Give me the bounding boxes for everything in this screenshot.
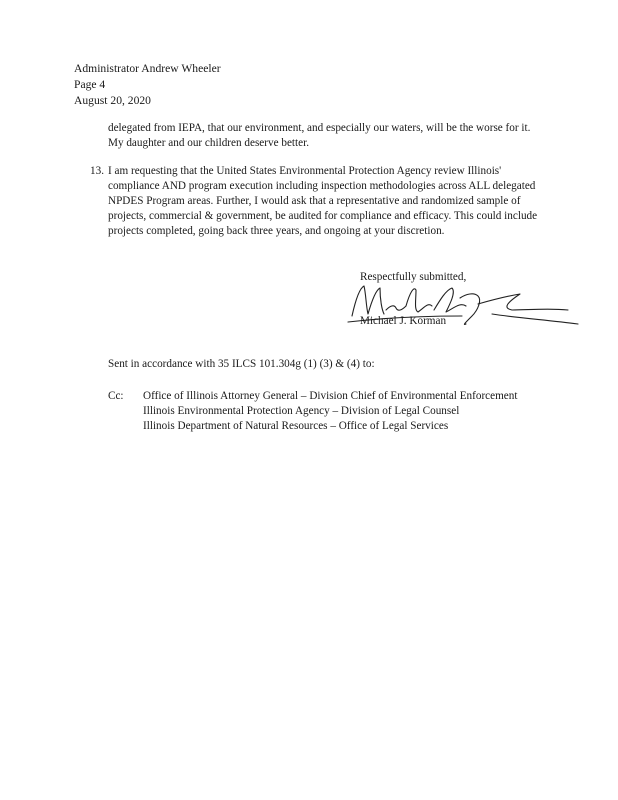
cc-recipient: Illinois Department of Natural Resources – Office of Legal Services [143,420,449,432]
header-page-number: Page 4 [74,78,106,91]
signer-name: Michael J. Korman [360,315,447,327]
cc-recipient-list [143,389,545,434]
item-text: I am requesting that the United States Environmental Protection Agency review Illinois' compliance AND program execution including inspection methodologies across ALL delegated NPDES Program areas. Further, I would ask that a representative and randomized sample of projects, commercial & government, be audited for compliance and efficacy. This could include projects completed, going back three years, and ongoing at your discretion. [108,165,538,237]
closing-line: Respectfully submitted, [360,271,467,283]
cc-recipient: Office of Illinois Attorney General – Division Chief of Environmental Enforcement [143,390,518,402]
sent-in-accordance: Sent in accordance with 35 ILCS 101.304g (1) (3) & (4) to: [108,358,375,370]
cc-label: Cc: [108,390,124,402]
letter-header [74,61,221,109]
header-recipient: Administrator Andrew Wheeler [74,62,221,75]
header-date: August 20, 2020 [74,94,151,107]
numbered-item-13 [90,164,550,239]
continuation-paragraph: delegated from IEPA, that our environment, and especially our waters, will be the worse for it. My daughter and our children deserve better. [108,122,531,149]
cc-recipient: Illinois Environmental Protection Agency – Division of Legal Counsel [143,405,460,417]
item-number: 13. [90,165,104,177]
